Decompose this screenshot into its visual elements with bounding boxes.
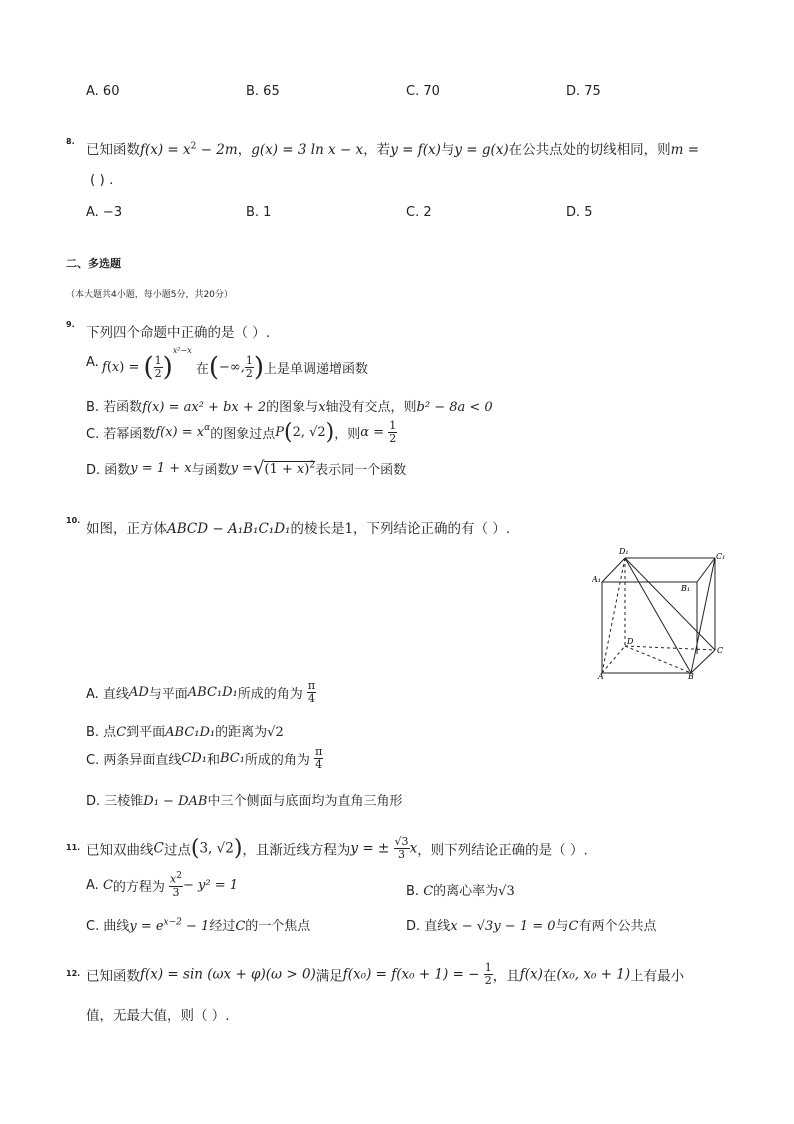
q11-option-d-tail: 有两个公共点: [578, 919, 657, 934]
q8-y1: y = f(x): [390, 142, 441, 158]
q10-option-b-lead: B. 点: [86, 725, 117, 740]
q11-option-c-mid: 经过: [209, 919, 236, 934]
q8-option-d: D. 5: [566, 205, 593, 220]
q11-option-a-c: C: [102, 877, 113, 893]
q10-option-c-m2: BC₁: [219, 751, 245, 767]
q9-option-a-text1: 在: [195, 362, 209, 377]
q10-option-a-lead: A. 直线: [86, 687, 129, 703]
q11-option-c-math: y = e: [129, 919, 164, 934]
q11-option-d-mid: 与: [555, 919, 569, 934]
q10-number: 10.: [66, 516, 81, 525]
q9-option-b-tail2: 轴没有交点，则: [325, 400, 417, 415]
q11-option-b-c: C: [423, 884, 434, 899]
q8-stem: 已知函数$f(x) = x^2 - 2m$，g(x) = 3 ln x − x，若y = f(x)与y = g(x)在公共点处的切线相同，则m =: [86, 141, 700, 158]
q11-stem2: 过点: [163, 842, 191, 859]
q9-option-a-label: A.: [86, 355, 99, 370]
q11-stem-x: x: [409, 840, 418, 857]
q9-option-d-math1: y = 1 + x: [130, 461, 192, 476]
q7-option-c: C. 70: [406, 84, 440, 99]
q12-stem3: ，且: [492, 968, 520, 985]
q9-option-b-lead: B. 若函数: [86, 400, 143, 415]
q11-stem3: ，且渐近线方程为: [242, 842, 351, 859]
q11-stem: 已知双曲线C过点(3, √2)，且渐近线方程为y = ± $\frac{√3}{3}$ x，则下列结论正确的是（ ）.: [86, 835, 588, 862]
q8-tail: 在公共点处的切线相同，则: [508, 142, 671, 158]
q12-stem: 已知函数f(x) = sin (ωx + φ)(ω > 0)满足f(x₀) = f(x₀ + 1) = − $\frac{1}{2}$ ，且f(x)在(x₀, x₀ + 1)上有最小: [86, 961, 685, 988]
q9-option-b-math: f(x) = ax² + bx + 2: [142, 400, 267, 415]
q9-option-c-lead: C. 若幂函数: [86, 427, 156, 443]
q10-option-a-m2: ABC₁D₁: [187, 685, 238, 701]
q12-stem2: 满足: [315, 968, 343, 985]
q10-option-a-m1: AD: [128, 685, 149, 701]
q10-option-c-m1: CD₁: [181, 751, 207, 767]
q8-number: 8.: [66, 137, 75, 146]
q9-option-c-alpha: α =: [360, 425, 385, 441]
q11-option-c-lead: C. 曲线: [86, 919, 130, 934]
q10-option-d: [86, 790, 402, 809]
q11-stem1: 已知双曲线: [86, 842, 154, 859]
q10-option-b-tail: 的距离为: [215, 725, 268, 740]
q10-stem-math: ABCD − A₁B₁C₁D₁: [167, 521, 291, 537]
q10-stem: [86, 517, 510, 537]
q10-option-c: C. 两条异面直线CD₁和BC₁所成的角为 $\frac{\pi}{4}$: [86, 745, 323, 772]
q11-stem-c: C: [153, 840, 164, 857]
q11-option-a-mid: 的方程为: [112, 879, 165, 895]
q10-option-b-m2: ABC₁D₁: [165, 725, 216, 740]
section-note: （本大题共4小题，每小题5分，共20分）: [66, 290, 233, 300]
q9-number: 9.: [66, 320, 75, 329]
q8-option-a: A. −3: [86, 205, 123, 220]
q12-stem-int: (x₀, x₀ + 1): [556, 966, 631, 983]
q10-option-a-tail: 所成的角为: [237, 687, 303, 703]
q12-stem5: 上有最小: [630, 968, 685, 985]
q11-stem-asym: y = ±: [350, 840, 390, 857]
q11-option-a-lead: A.: [86, 877, 103, 893]
q8-mid: ，若: [363, 142, 391, 158]
q8-fx-tail: − 2m: [196, 142, 238, 158]
q9-option-c-tail2: ，则: [334, 427, 361, 443]
q12-stem-math: f(x) = sin (ωx + φ)(ω > 0): [140, 966, 316, 983]
q9-option-c-math: f(x) = x: [155, 425, 205, 441]
q9-option-d-tail: 表示同一个函数: [315, 463, 407, 478]
q11-option-a-tail: − y² = 1: [183, 877, 239, 893]
q9-option-d: D. 函数y = 1 + x与函数$y =√(1 + x)^2$表示同一个函数: [86, 458, 407, 479]
q10-option-b-val: √2: [267, 725, 284, 740]
q8-stem-lead: 已知函数: [86, 142, 140, 158]
q9-option-c: C. 若幂函数$f(x) = x^\alpha$的图象过点P(2, √2)，则α = $\frac{1}{2}$: [86, 419, 397, 446]
cube-label-c1: C₁: [716, 552, 726, 561]
q11-option-d: [406, 915, 657, 934]
q11-option-d-c: C: [568, 919, 579, 934]
q9-option-a-text2: 上是单调递增函数: [264, 362, 369, 377]
q10-stem3: ，下列结论正确的有（ ）.: [353, 521, 511, 537]
q8-fx: f(x) = x: [140, 142, 191, 158]
q8-option-b: B. 1: [246, 205, 272, 220]
cube-label-a: A: [598, 672, 604, 680]
q11-option-a: A. C的方程为 $\frac{x^2}{3}$ − y² = 1: [86, 871, 239, 899]
q11-option-b: [406, 880, 515, 899]
q11-option-c-m2: − 1: [181, 919, 210, 934]
q11-option-c-exp: x−2: [163, 917, 182, 928]
q11-option-c: [86, 915, 310, 934]
q10-option-a-mid: 与平面: [148, 687, 188, 703]
q9-stem: 下列四个命题中正确的是（ ）.: [86, 325, 271, 341]
q10-option-c-lead: C. 两条异面直线: [86, 753, 182, 769]
q9-option-d-math2: y =: [230, 461, 253, 476]
q12-stem-cond: f(x₀) = f(x₀ + 1) = −: [342, 966, 480, 983]
q11-number: 11.: [66, 843, 81, 852]
q11-option-d-math: x − √3y − 1 = 0: [450, 919, 556, 934]
q9-option-d-lead: D. 函数: [86, 463, 131, 478]
q10-option-d-math: D₁ − DAB: [143, 794, 208, 809]
q11-option-b-lead: B.: [406, 884, 424, 899]
q10-option-d-tail: 中三个侧面与底面均为直角三角形: [207, 794, 403, 809]
q10-option-d-lead: D. 三棱锥: [86, 794, 144, 809]
q12-stem1: 已知函数: [86, 968, 140, 985]
section-title: 二、多选题: [66, 257, 121, 270]
q8-with: 与: [440, 142, 455, 158]
q11-option-c-c: C: [235, 919, 246, 934]
q10-stem1: 如图，正方体: [86, 521, 167, 537]
cube-label-c: C: [717, 646, 724, 655]
cube-label-a1: A₁: [592, 575, 601, 584]
q10-stem2: 的棱长是: [290, 521, 345, 537]
q12-stem4: 在: [542, 968, 557, 985]
q12-line2: 值，无最大值，则（ ）.: [86, 1008, 230, 1024]
q8-option-c: C. 2: [406, 205, 432, 220]
q8-m-eq: m =: [670, 142, 700, 158]
q11-option-d-lead: D. 直线: [406, 919, 451, 934]
q9-option-d-mid: 与函数: [191, 463, 231, 478]
q7-option-d: D. 75: [566, 84, 601, 99]
q8-gx: g(x) = 3 ln x − x: [251, 142, 364, 158]
q10-option-a: A. 直线AD与平面ABC₁D₁所成的角为 $\frac{\pi}{4}$: [86, 679, 316, 706]
q9-option-b-x: x: [318, 400, 326, 415]
q11-option-b-val: √3: [498, 884, 515, 899]
q10-option-b-mid: 到平面: [126, 725, 166, 740]
q12-number: 12.: [66, 969, 81, 978]
q9-option-c-tail: 的图象过点: [210, 427, 276, 443]
cube-label-b: B: [688, 672, 694, 680]
q8-paren: ( ) .: [90, 172, 114, 188]
cube-label-d1: D₁: [619, 547, 629, 556]
q10-stem-one: 1: [344, 521, 354, 537]
cube-label-b1: B₁: [681, 584, 691, 593]
q12-stem-fx: f(x): [519, 966, 543, 983]
q9-option-a: f(x) = ( $\frac{1}{2}$ )$^{x^2-x}$ 在(−∞, $\frac{1}{2}$ )上是单调递增函数: [102, 346, 369, 383]
cube-figure: [592, 546, 726, 680]
q11-stem4: ，则下列结论正确的是（ ）.: [417, 842, 588, 859]
q7-option-a: A. 60: [86, 84, 120, 99]
q8-y2: y = g(x): [454, 142, 509, 158]
cube-label-d: D: [627, 637, 634, 646]
q9-option-b-tail: 的图象与: [266, 400, 319, 415]
q11-option-c-tail: 的一个焦点: [245, 919, 311, 934]
q10-option-b-m1: C: [116, 725, 127, 740]
q10-option-c-mid: 和: [206, 753, 220, 769]
q7-option-b: B. 65: [246, 84, 280, 99]
q10-option-c-tail: 所成的角为: [244, 753, 310, 769]
q9-option-b-cond: b² − 8a < 0: [416, 400, 493, 415]
q11-option-b-mid: 的离心率为: [433, 884, 499, 899]
q10-option-b: [86, 721, 284, 740]
q9-option-b: [86, 396, 493, 415]
